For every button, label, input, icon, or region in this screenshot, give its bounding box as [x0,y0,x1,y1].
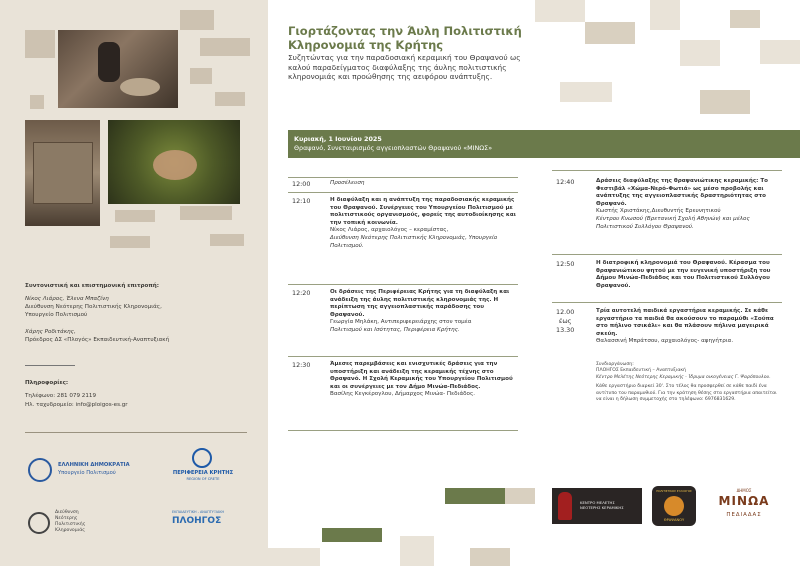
decor-square [210,234,244,246]
divider [288,430,518,431]
decor-square [200,38,250,56]
decor-square [400,536,434,566]
info-heading: Πληροφορίες: [25,380,69,386]
divider [25,432,247,433]
decor-square [700,90,750,114]
decor-square-green [322,528,382,542]
divider [288,177,518,178]
directorate-emblem-icon [28,512,50,534]
decor-square [180,206,232,220]
decor-square [505,488,535,504]
region-crete-logo: ΠΕΡΙΦΕΡΕΙΑ ΚΡΗΤΗΣ REGION OF CRETE [168,448,238,488]
committee-line: Διεύθυνση Νεότερης Πολιτιστικής Κληρονομιάς, [25,304,162,310]
beehive-photo [25,120,100,226]
divider [552,170,782,171]
decor-square [180,10,214,30]
schedule-item: Άμεσες παρεμβάσεις και ενισχυτικές δράσεις για την υποστήριξη και ανάδειξη της κεραμικής τέχνης στο Θραψανό. Η Σχολή Κεραμικής του Υπουργείου Πολιτισμού και οι συνέργειες με τον Δήμο Μινώα-Πεδιάδος. Βασίλης Κεγκέρογλου, Δήμαρχος Μινώα- Πεδιάδος. [330,361,513,398]
dimos-minoa-logo: ΔΗΜΟΣ ΜΙΝΩΑ ΠΕΔΙΑΔΑΣ [718,488,770,518]
committee-line: Πρόεδρος ΔΣ «Πλογός» Εκπαιδευτική-Αναπτυξιακή [25,337,170,343]
info-email[interactable]: Ηλ. ταχυδρομείο: info@ploigos-es.gr [25,402,128,408]
decor-square [650,0,680,30]
schedule-item: Δράσεις διαφύλαξης της θραψανιώτικης κεραμικής: Το Φεστιβάλ «Χώμα-Νερό-Φωτιά» ως μέσο προβολής και ανάπτυξης της αγγειοπλαστικής δραστηριότητας στο Θραψανό. Κωστής Χριστάκης,Διευθυντής Ερευνητικού Κέντρου Κνωσού (Βρετανική Σχολή Αθηνών) και μέλος Πολιτιστικού Συλλόγου Θραψανού. [596,178,768,230]
divider [552,302,782,303]
divider [552,254,782,255]
kentro-meletis-logo: ΚΕΝΤΡΟ ΜΕΛΕΤΗΣ ΝΕΟΤΕΡΗΣ ΚΕΡΑΜΙΚΗΣ [552,488,642,524]
divider [288,192,518,193]
schedule-time: 12:50 [556,260,575,268]
divider [288,284,518,285]
schedule-item: Η διατροφική κληρονομιά του Θραψανού. Κέρασμα του θραψανιώτικου ψητού με την ευγενική υποστήριξη του Δήμου Μινώα-Πεδιάδος και του Πολιτιστικού Συλλόγου Θραψανού. [596,260,771,289]
directorate-logo: Διεύθυνση Νεότερης Πολιτιστικής Κληρονομιάς [28,508,108,548]
schedule-time: 12:00 [292,180,311,188]
schedule-item: Η διαφύλαξη και η ανάπτυξη της παραδοσιακής κεραμικής του Θραψανού. Συνέργειες του Υπουργείου Πολιτισμού με πολιτιστικούς οργανισμούς, φορείς της αυτοδιοίκησης και την τοπική κοινωνία. Νίκος Λιάρος, αρχαιολόγος – κεραμίστας, Διεύθυνση Νεότερης Πολιτιστικής Κληρονομιάς, Υπουργείο Πολιτισμού. [330,197,516,249]
potter-photo [58,30,178,108]
event-bar [288,130,800,158]
schedule-time: 12:10 [292,197,311,205]
schedule-item: Τρία αυτοτελή παιδικά εργαστήρια κεραμικής. Σε κάθε εργαστήριο τα παιδιά θα ακούσουν το παραμύθι «Σούπα στο πήλινο τσικάλι» και θα πλάσουν πήλινα μαγειρικά σκεύη. Θαλασσινή Μπράτσου, αρχαιολόγος- αφηγήτρια. [596,308,774,345]
info-phone: Τηλέφωνο: 281 079 2119 [25,393,97,399]
schedule-time: 12:20 [292,289,311,297]
decor-square [115,210,155,222]
divider [288,356,518,357]
decor-square [585,22,635,44]
schedule-time: 12:40 [556,178,575,186]
decor-square [25,30,55,58]
decor-square [680,40,720,66]
decor-square [110,236,150,248]
workshop-notes: Συνδιοργάνωση: ΠΛΟΗΓΟΣ Εκπαιδευτική – Αναπτυξιακή Κέντρο Μελέτης Νεότερης Κεραμικής - Ίδρυμα οικογένειας Γ. Ψαρόπουλου. Κάθε εργαστήριο διαρκεί 30'. Στο τέλος θα προσφερθεί σε κάθε παιδί ένα αντίτυπο του παραμυθιού. Για την κράτηση θέσης στα εργαστήρια απαιτείται να είναι η δήλωση συμμετοχής στο τηλέφωνο: 6976831629. [596,362,777,403]
decor-square [560,82,612,102]
ploigos-logo: ΕΚΠΑΙΔΕΥΤΙΚΗ - ΑΝΑΠΤΥΞΙΑΚΗ ΠΛΟΗΓΟΣ [172,510,225,526]
committee-line: Υπουργείο Πολιτισμού [25,312,88,318]
schedule-item: Προσέλευση [330,180,365,186]
committee-line: Νίκος Λιάρος, Έλενα Μπαζίνη [25,296,109,302]
committee-heading: Συντονιστική και επιστημονική επιτροπή: [25,283,160,289]
schedule-item: Οι δράσεις της Περιφέρειας Κρήτης για τη διαφύλαξη και ανάδειξη της άυλης πολιτιστικής κληρονομιάς της. Η περίπτωση της αγγειοπλαστικής παράδοσης του Θραψανού. Γεωργία Μηλάκη, Αντιπεριφερειάρχης στον τομέα Πολιτισμού και Ισότητας, Περιφέρεια Κρήτης. [330,289,510,333]
decor-square [760,40,800,64]
vase-icon [664,496,684,516]
decor-square [470,548,510,566]
page-subtitle: Συζητώντας για την παραδοσιακή κεραμική του Θραψανού ως καλού παραδείγματος διαφύλαξης της άυλης πολιτιστικής κληρονομιάς και προώθησης της αειφόρου ανάπτυξης. [288,53,521,82]
decor-square [535,0,585,22]
amphora-icon [558,492,572,520]
thrapsano-cultural-association-logo: ΠΟΛΙΤΙΣΤΙΚΟΣ ΣΥΛΛΟΓΟΣ ΘΡΑΨΑΝΟΥ [652,486,696,526]
decor-square [30,95,44,109]
schedule-time: 12:30 [292,361,311,369]
olives-photo [108,120,240,204]
decor-square [190,68,212,84]
decor-square-green [445,488,505,504]
event-date: Κυριακή, 1 Ιουνίου 2025 [294,135,382,143]
page-title: Γιορτάζοντας την Άυλη Πολιτιστική Κληρονομιά της Κρήτης [288,24,522,52]
event-venue: Θραψανό, Συνεταιρισμός αγγειοπλαστών Θραψανού «ΜΙΝΩΣ» [294,144,493,152]
ministry-logo: ΕΛΛΗΝΙΚΗ ΔΗΜΟΚΡΑΤΙΑ Υπουργείο Πολιτισμού [28,458,148,484]
region-emblem-icon [192,448,212,468]
divider [25,365,75,366]
committee-line: Χάρης Ροδιτάκης, [25,329,76,335]
schedule-time: 12.00 έως 13.30 [556,308,575,334]
greek-emblem-icon [28,458,52,482]
decor-square [215,92,245,106]
decor-square [268,548,320,566]
decor-square [730,10,760,28]
